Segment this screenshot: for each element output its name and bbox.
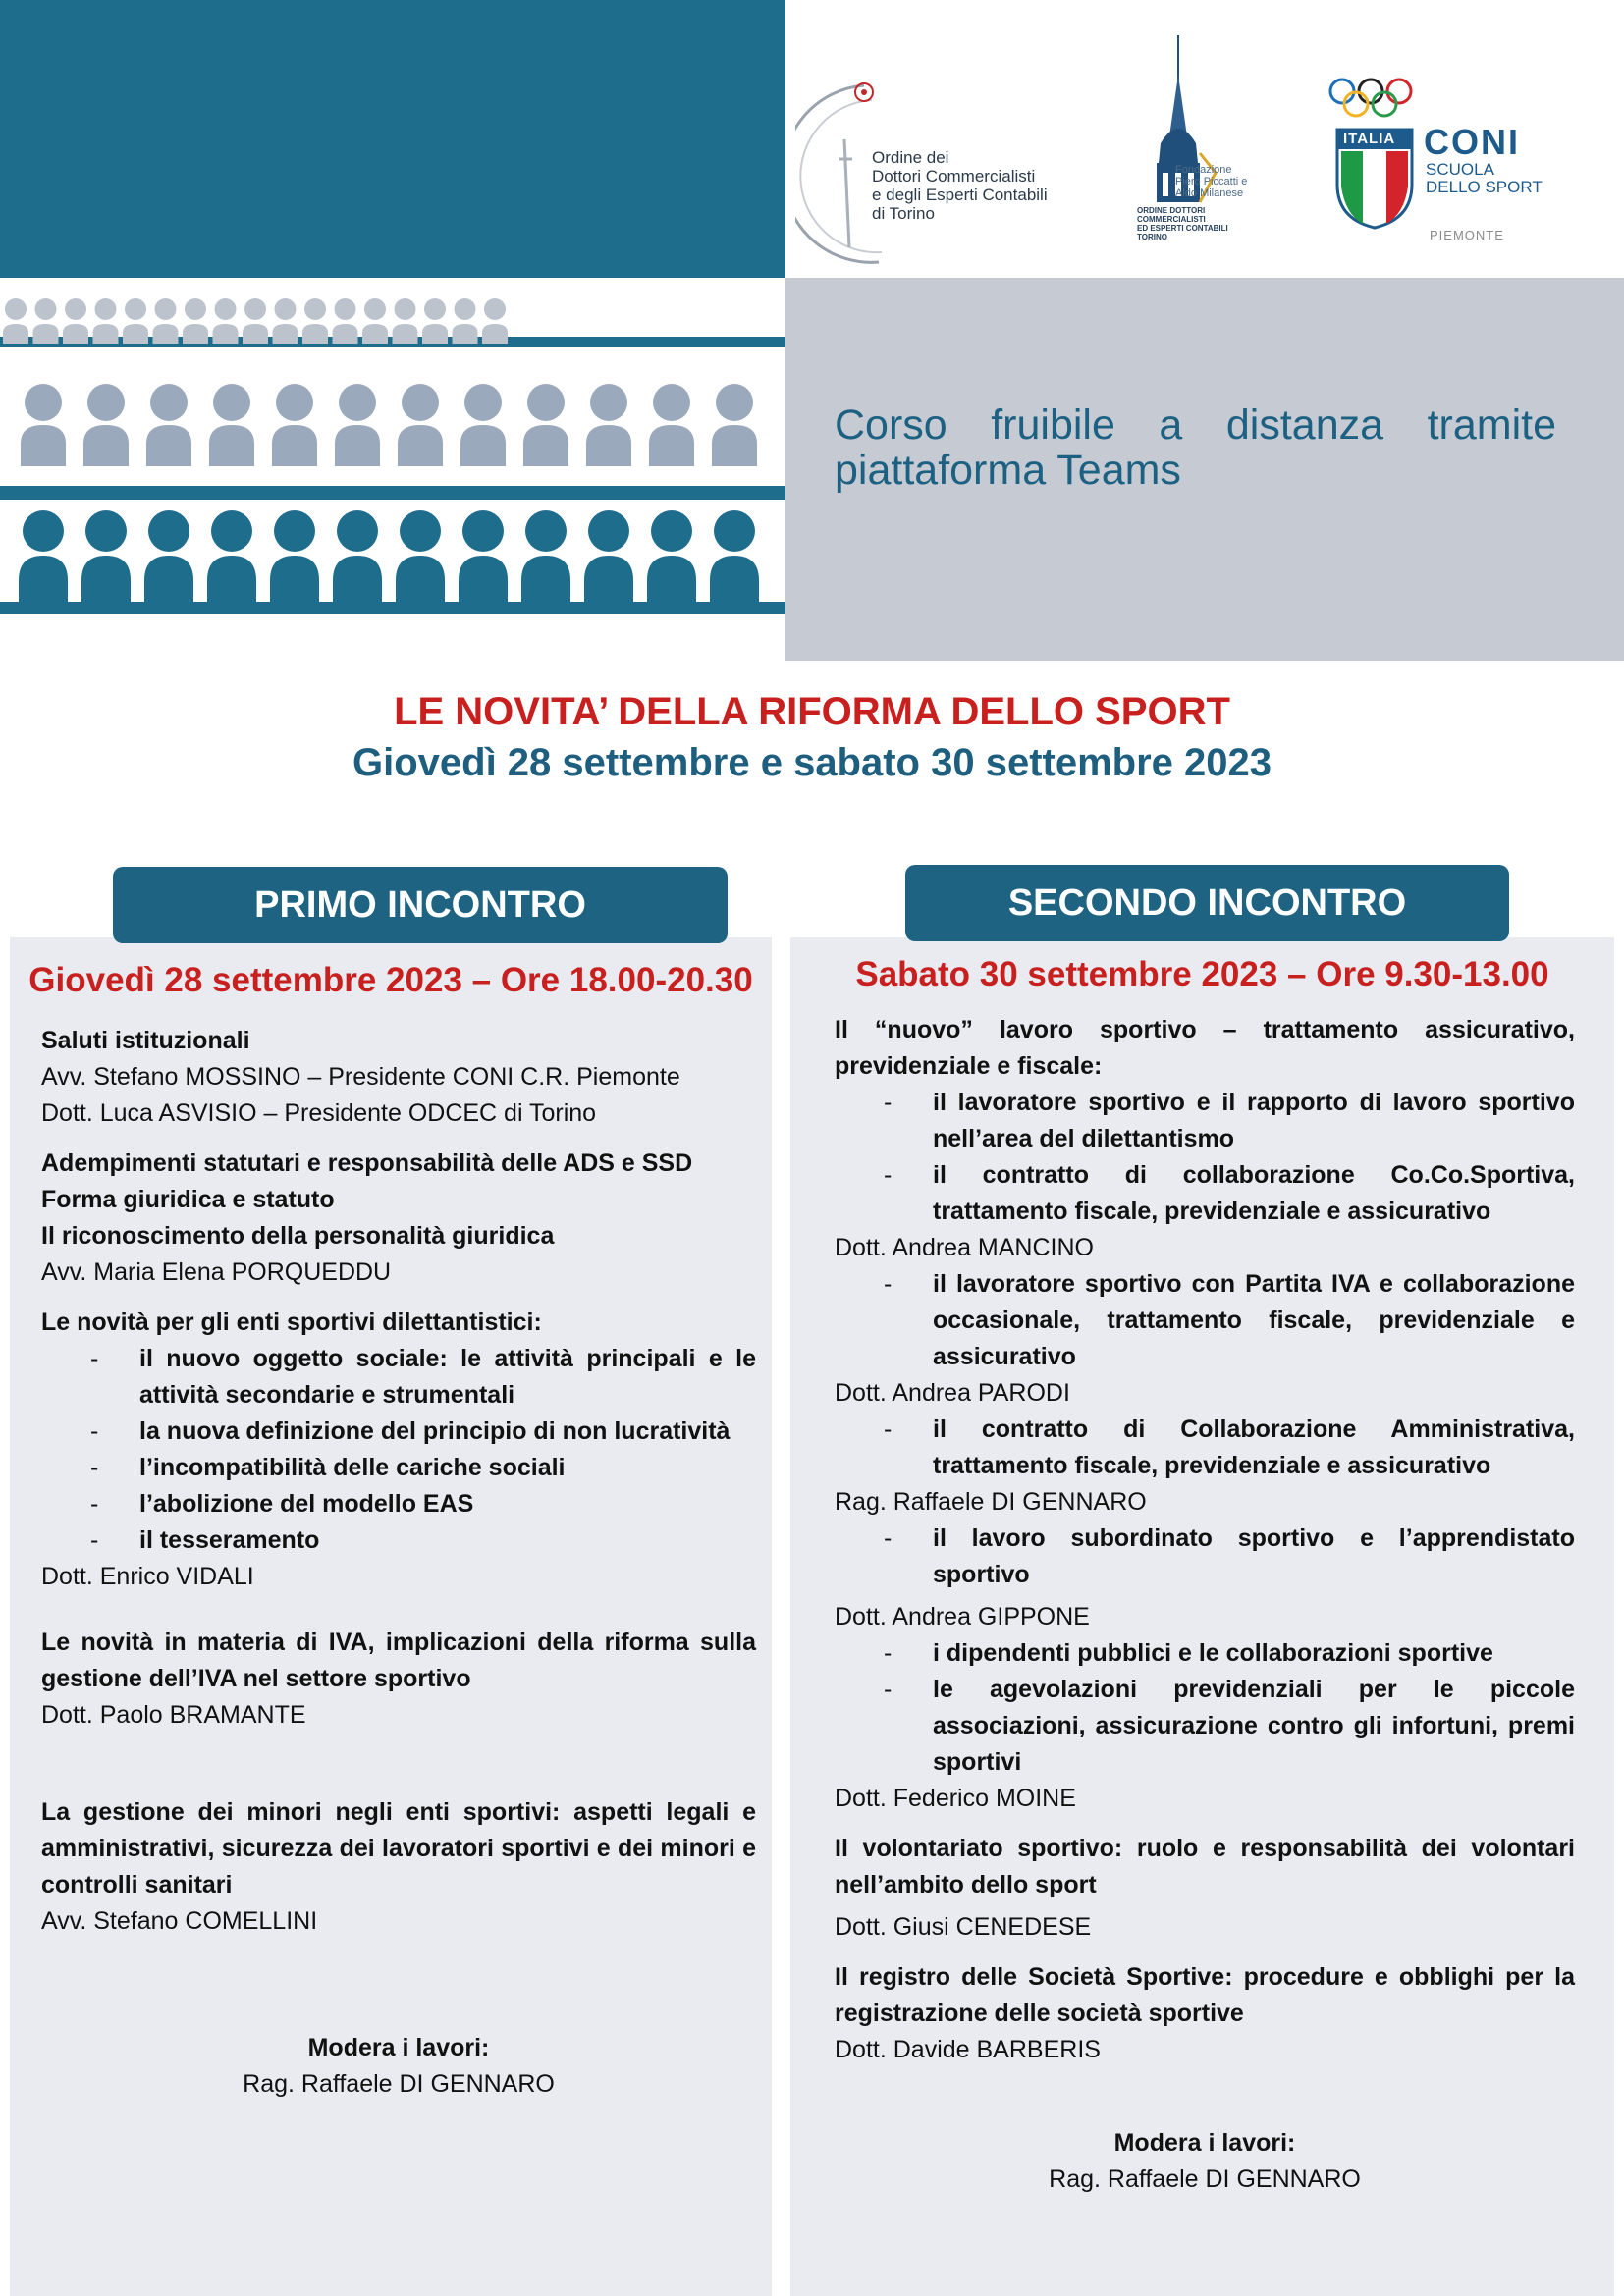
speaker: Dott. Luca ASVISIO – Presidente ODCEC di Torino — [41, 1099, 597, 1127]
speaker: Avv. Maria Elena PORQUEDDU — [41, 1258, 392, 1286]
session-title: Forma giuridica e statuto — [41, 1186, 335, 1213]
list-item: - il lavoratore sportivo con Partita IVA e collaborazione occasionale, trattamento fiscale, previdenziale e assicurativo — [884, 1270, 1575, 1370]
odcec-line-1: Ordine dei — [872, 148, 949, 167]
list-item-text: il contratto di Collaborazione Amministrativa, trattamento fiscale, previdenziale e assicurativo — [933, 1415, 1575, 1479]
list-item: - il tesseramento — [90, 1526, 320, 1554]
session-title: Adempimenti statutari e responsabilità delle ADS e SSD — [41, 1149, 693, 1177]
moderator-label: Modera i lavori: — [307, 2034, 490, 2061]
session-title: Le novità in materia di IVA, implicazioni della riforma sulla gestione dell’IVA nel settore sportivo — [41, 1629, 756, 1692]
primo-incontro-program — [41, 1023, 756, 2103]
speaker: Dott. Federico MOINE — [835, 1785, 1076, 1812]
list-item-text: il nuovo oggetto sociale: le attività principali e le attività secondarie e strumentali — [139, 1345, 756, 1409]
list-item: - il contratto di Collaborazione Amministrativa, trattamento fiscale, previdenziale e assicurativo — [884, 1415, 1575, 1479]
speaker: Rag. Raffaele DI GENNARO — [835, 1488, 1147, 1516]
audience-illustration — [0, 278, 785, 661]
session-title: Il riconoscimento della personalità giuridica — [41, 1222, 555, 1250]
speaker: Dott. Andrea MANCINO — [835, 1234, 1094, 1261]
list-item-text: l’abolizione del modello EAS — [139, 1490, 474, 1518]
session-title: Il “nuovo” lavoro sportivo – trattamento assicurativo, previdenziale e fiscale: — [835, 1016, 1575, 1080]
list-item-text: il contratto di collaborazione Co.Co.Sportiva, trattamento fiscale, previdenziale e assicurativo — [933, 1161, 1575, 1225]
coni-name: CONI — [1424, 122, 1520, 162]
session-title: La gestione dei minori negli enti sportivi: aspetti legali e amministrativi, sicurezza dei lavoratori sportivi e dei minori e controlli sanitari — [41, 1798, 756, 1898]
list-item: - il lavoro subordinato sportivo e l’apprendistato sportivo — [884, 1524, 1575, 1588]
speaker: Avv. Stefano MOSSINO – Presidente CONI C.R. Piemonte — [41, 1063, 680, 1091]
primo-incontro-tab: PRIMO INCONTRO — [113, 867, 728, 943]
italia-shield-label: ITALIA — [1343, 131, 1396, 147]
list-item: - la nuova definizione del principio di non lucratività — [90, 1417, 731, 1445]
speaker: Dott. Enrico VIDALI — [41, 1563, 254, 1590]
list-item-text: il lavoro subordinato sportivo e l’apprendistato sportivo — [933, 1524, 1575, 1588]
audience-people-icon — [0, 278, 785, 661]
coni-region: PIEMONTE — [1430, 228, 1504, 242]
fondazione-odcec-small-text — [1137, 206, 1228, 241]
list-item: - il lavoratore sportivo e il rapporto di lavoro sportivo nell’area del dilettantismo — [884, 1089, 1575, 1152]
secondo-incontro-program — [835, 1012, 1575, 2198]
list-item: - il contratto di collaborazione Co.Co.Sportiva, trattamento fiscale, previdenziale e assicurativo — [884, 1161, 1575, 1225]
secondo-incontro-date: Sabato 30 settembre 2023 – Ore 9.30-13.00 — [855, 955, 1549, 993]
header-color-band — [0, 0, 785, 278]
coni-school-line-2: DELLO SPORT — [1426, 178, 1543, 196]
page-subtitle-dates: Giovedì 28 settembre e sabato 30 settembre 2023 — [352, 741, 1272, 784]
list-item: - l’incompatibilità delle cariche sociali — [90, 1454, 566, 1481]
list-item: - le agevolazioni previdenziali per le piccole associazioni, assicurazione contro gli infortuni, premi sportivi — [884, 1676, 1575, 1776]
list-item: - i dipendenti pubblici e le collaborazioni sportive — [884, 1639, 1493, 1667]
coni-school-text — [1426, 161, 1543, 196]
fondazione-small-line-3: ED ESPERTI CONTABILI — [1137, 224, 1228, 233]
course-note: Corso fruibile a distanza tramite piattaforma Teams — [835, 401, 1556, 494]
session-title: Il volontariato sportivo: ruolo e responsabilità dei volontari nell’ambito dello sport — [835, 1835, 1575, 1898]
speaker: Dott. Giusi CENEDESE — [835, 1913, 1092, 1941]
session-title: Le novità per gli enti sportivi dilettantistici: — [41, 1308, 542, 1336]
odcec-line-4: di Torino — [872, 204, 935, 223]
speaker: Dott. Davide BARBERIS — [835, 2036, 1101, 2063]
moderator-name: Rag. Raffaele DI GENNARO — [243, 2070, 555, 2098]
list-item-text: il tesseramento — [139, 1526, 320, 1554]
speaker: Dott. Paolo BRAMANTE — [41, 1701, 306, 1729]
moderator-name: Rag. Raffaele DI GENNARO — [1049, 2165, 1361, 2193]
secondo-incontro-tab: SECONDO INCONTRO — [905, 865, 1509, 941]
fondazione-small-line-2: COMMERCIALISTI — [1137, 215, 1206, 224]
list-item-text: la nuova definizione del principio di non lucratività — [139, 1417, 731, 1445]
odcec-line-3: e degli Esperti Contabili — [872, 186, 1048, 204]
speaker: Dott. Andrea PARODI — [835, 1379, 1070, 1407]
primo-incontro-date: Giovedì 28 settembre 2023 – Ore 18.00-20.30 — [28, 961, 753, 999]
list-item: - l’abolizione del modello EAS — [90, 1490, 474, 1518]
session-title: Saluti istituzionali — [41, 1027, 250, 1054]
session-title: Il registro delle Società Sportive: procedure e obblighi per la registrazione delle società sportive — [835, 1963, 1575, 2027]
list-item: - il nuovo oggetto sociale: le attività principali e le attività secondarie e strumentali — [90, 1345, 756, 1409]
fondazione-small-line-1: ORDINE DOTTORI — [1137, 206, 1206, 215]
fondazione-line-2: Piero Piccatti e — [1175, 176, 1248, 187]
speaker: Avv. Stefano COMELLINI — [41, 1907, 318, 1935]
odcec-logo-text — [872, 148, 1048, 223]
list-item-text: i dipendenti pubblici e le collaborazioni sportive — [933, 1639, 1493, 1667]
fondazione-line-3: Aldo Milanese — [1175, 187, 1244, 199]
fondazione-small-line-4: TORINO — [1137, 233, 1167, 241]
list-item-text: il lavoratore sportivo con Partita IVA e collaborazione occasionale, trattamento fiscale, previdenziale e assicurativo — [933, 1270, 1575, 1370]
olympic-rings-icon — [1327, 77, 1426, 122]
odcec-logo-icon — [795, 71, 884, 267]
list-item-text: le agevolazioni previdenziali per le piccole associazioni, assicurazione contro gli infortuni, premi sportivi — [933, 1676, 1575, 1776]
coni-school-line-1: SCUOLA — [1426, 160, 1494, 179]
fondazione-logo-text — [1175, 164, 1247, 199]
list-item-text: l’incompatibilità delle cariche sociali — [139, 1454, 566, 1481]
odcec-line-2: Dottori Commercialisti — [872, 167, 1036, 186]
list-item-text: il lavoratore sportivo e il rapporto di lavoro sportivo nell’area del dilettantismo — [933, 1089, 1575, 1152]
speaker: Dott. Andrea GIPPONE — [835, 1603, 1090, 1630]
moderator-label: Modera i lavori: — [1113, 2129, 1296, 2157]
fondazione-line-1: Fondazione — [1175, 164, 1232, 176]
page-title: LE NOVITA’ DELLA RIFORMA DELLO SPORT — [394, 690, 1230, 733]
